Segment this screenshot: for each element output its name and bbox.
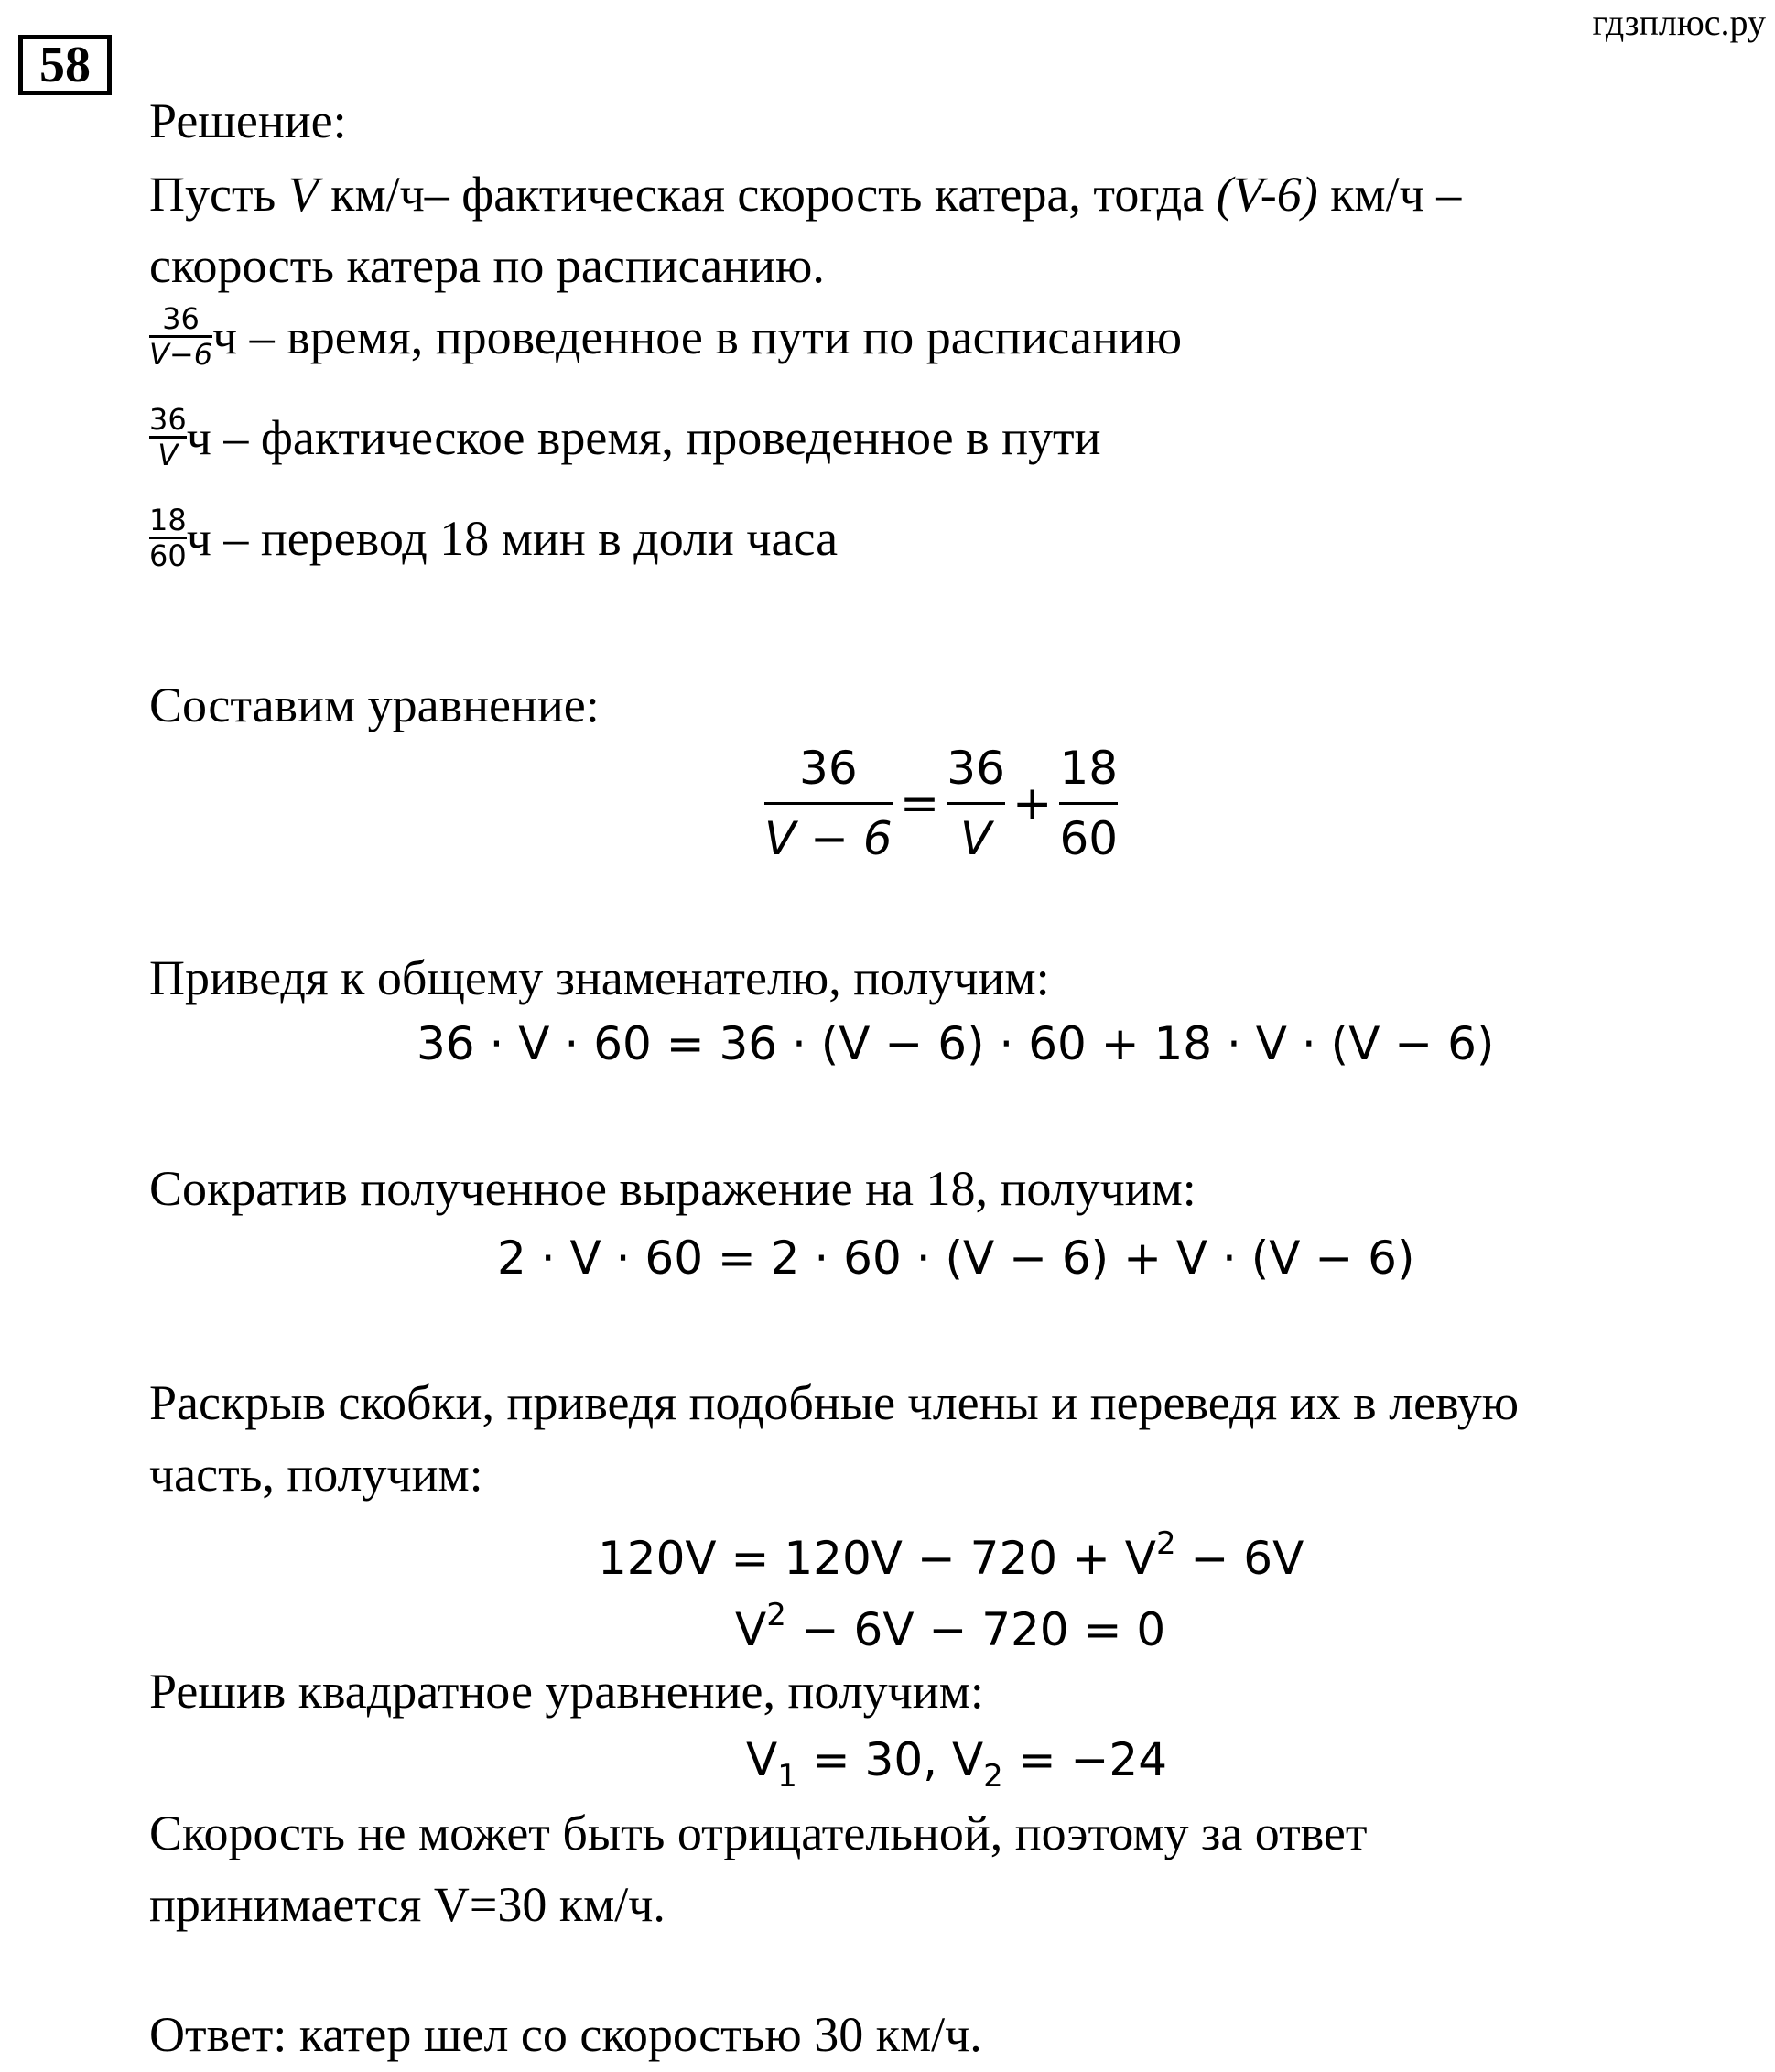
r2-denominator: 60 (1059, 812, 1119, 865)
fraction-bar (1059, 802, 1118, 805)
fraction-bar (947, 802, 1005, 805)
intro-line-1 (149, 165, 1461, 223)
expand-eq2-exponent: 2 (766, 1597, 786, 1633)
fraction-18-over-60 (149, 504, 187, 572)
expand-equation-1 (598, 1516, 1304, 1586)
equation-r2-fraction (1059, 740, 1118, 867)
intro-text-a: Пусть (149, 167, 288, 222)
definition-3-text: ч – перевод 18 мин в доли часа (186, 510, 839, 566)
fraction-numerator: 18 (149, 503, 187, 537)
root-1-subscript: 1 (777, 1758, 797, 1795)
fraction-numerator: 36 (162, 301, 200, 336)
lhs-denominator: V − 6 (764, 812, 893, 865)
common-denominator-equation: 36 ⋅ V ⋅ 60 = 36 ⋅ (V − 6) ⋅ 60 + 18 ⋅ V ⋅ (V − 6) (417, 1017, 1495, 1070)
equals-sign: = (899, 776, 940, 831)
r1-numerator: 36 (947, 742, 1005, 795)
roots-equation (746, 1732, 1167, 1804)
fraction-numerator: 36 (149, 402, 187, 437)
site-watermark: гдзплюс.ру (1592, 2, 1766, 43)
root-2-subscript: 2 (983, 1758, 1003, 1795)
fraction-36-over-v (149, 403, 187, 472)
intro-var-v: V (287, 167, 319, 222)
definition-1-text: ч – время, проведенное в пути по расписанию (212, 309, 1183, 364)
expand-eq1-part-b: − 6V (1175, 1532, 1304, 1585)
root-1-value: = 30, (796, 1733, 952, 1786)
root-2-value: = −24 (1002, 1733, 1168, 1786)
r2-numerator: 18 (1059, 742, 1119, 795)
intro-line-2: скорость катера по расписанию. (149, 238, 825, 293)
conclusion-line-2: принимается V=30 км/ч. (149, 1877, 666, 1932)
fraction-denominator: 60 (149, 538, 187, 573)
expand-eq2-part-a: V (735, 1603, 767, 1656)
definition-2 (149, 403, 1100, 472)
fraction-denominator: V−6 (149, 337, 213, 372)
expand-eq1-part-a: 120V = 120V − 720 + V (598, 1532, 1156, 1585)
definition-1 (149, 302, 1182, 371)
intro-text-c: км/ч – (1317, 167, 1462, 222)
main-equation (764, 740, 1118, 867)
expand-equation-2 (735, 1588, 1165, 1657)
equation-r1-fraction (947, 740, 1005, 867)
expand-text-line-2: часть, получим: (149, 1447, 483, 1502)
fraction-denominator: V (157, 438, 179, 472)
fraction-36-over-v-minus-6 (149, 302, 212, 371)
answer: Ответ: катер шел со скоростью 30 км/ч. (149, 2007, 982, 2062)
expand-eq1-exponent: 2 (1155, 1525, 1176, 1562)
r1-denominator: V (959, 812, 992, 865)
definition-3 (149, 504, 838, 572)
root-2-var: V (951, 1733, 984, 1786)
root-1-var: V (746, 1733, 778, 1786)
intro-expr: (V-6) (1216, 167, 1318, 222)
expand-eq2-part-b: − 6V − 720 = 0 (785, 1603, 1166, 1656)
intro-text-b: км/ч– фактическая скорость катера, тогда (318, 167, 1217, 222)
quadratic-text: Решив квадратное уравнение, получим: (149, 1664, 984, 1719)
solution-heading: Решение: (149, 93, 347, 148)
equation-intro: Составим уравнение: (149, 678, 600, 732)
equation-lhs-fraction (764, 740, 893, 867)
reduce-text: Сократив полученное выражение на 18, получим: (149, 1161, 1196, 1216)
conclusion-line-1: Скорость не может быть отрицательной, поэтому за ответ (149, 1806, 1368, 1860)
problem-number-badge: 58 (18, 35, 112, 95)
common-denominator-text: Приведя к общему знаменателю, получим: (149, 950, 1050, 1005)
lhs-numerator: 36 (799, 742, 858, 795)
fraction-bar (764, 802, 893, 805)
reduce-equation: 2 ⋅ V ⋅ 60 = 2 ⋅ 60 ⋅ (V − 6) + V ⋅ (V − 6) (497, 1231, 1415, 1285)
definition-2-text: ч – фактическое время, проведенное в пути (186, 409, 1101, 465)
expand-text-line-1: Раскрыв скобки, приведя подобные члены и переведя их в левую (149, 1375, 1520, 1430)
plus-sign: + (1012, 776, 1053, 831)
